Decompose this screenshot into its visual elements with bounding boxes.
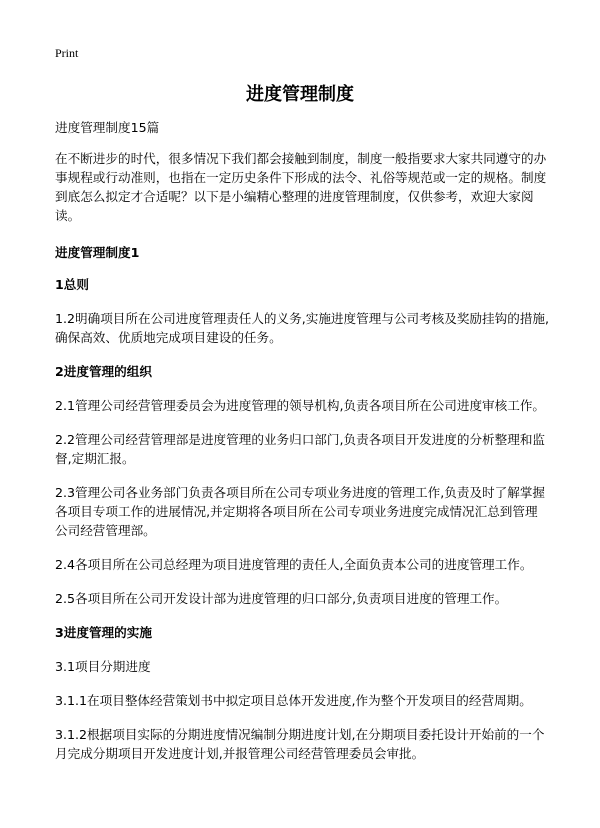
- paragraph-1-2: 1.2明确项目所在公司进度管理责任人的义务,实施进度管理与公司考核及奖励挂钩的措施,确保高效、优质地完成项目建设的任务。: [55, 311, 550, 345]
- paragraph-2-4: 2.4各项目所在公司总经理为项目进度管理的责任人,全面负责本公司的进度管理工作。: [55, 557, 533, 572]
- section-heading: 进度管理制度1: [55, 245, 140, 260]
- article-body: [55, 118, 550, 778]
- paragraph-3-1: 3.1项目分期进度: [55, 659, 151, 674]
- heading-organization: 2进度管理的组织: [55, 364, 152, 379]
- paragraph-2-1: 2.1管理公司经营管理委员会为进度管理的领导机构,负责各项目所在公司进度审核工作。: [55, 398, 546, 413]
- heading-general: 1总则: [55, 277, 89, 292]
- paragraph-3-1-1: 3.1.1在项目整体经营策划书中拟定项目总体开发进度,作为整个开发项目的经营周期。: [55, 693, 532, 708]
- intro-paragraph: 在不断进步的时代，很多情况下我们都会接触到制度，制度一般指要求大家共同遵守的办事规程或行动准则，也指在一定历史条件下形成的法令、礼俗等规范或一定的规格。制度到底怎么拟定才合适呢？以下是小编精心整理的进度管理制度，仅供参考，欢迎大家阅读。: [55, 151, 547, 223]
- article-subtitle: 进度管理制度15篇: [55, 120, 160, 135]
- page-title: 进度管理制度: [246, 84, 354, 105]
- paragraph-3-1-2: 3.1.2根据项目实际的分期进度情况编制分期进度计划,在分期项目委托设计开始前的一个月完成分期项目开发进度计划,并报管理公司经营管理委员会审批。: [55, 727, 545, 761]
- paragraph-2-2: 2.2管理公司经营管理部是进度管理的业务归口部门,负责各项目开发进度的分析整理和监督,定期汇报。: [55, 432, 546, 466]
- heading-implementation: 3进度管理的实施: [55, 625, 152, 640]
- print-link[interactable]: Print: [55, 46, 79, 60]
- paragraph-2-5: 2.5各项目所在公司开发设计部为进度管理的归口部分,负责项目进度的管理工作。: [55, 591, 508, 606]
- paragraph-2-3: 2.3管理公司各业务部门负责各项目所在公司专项业务进度的管理工作,负责及时了解掌握各项目专项工作的进展情况,并定期将各项目所在公司专项业务进度完成情况汇总到管理公司经营管理部。: [55, 485, 546, 538]
